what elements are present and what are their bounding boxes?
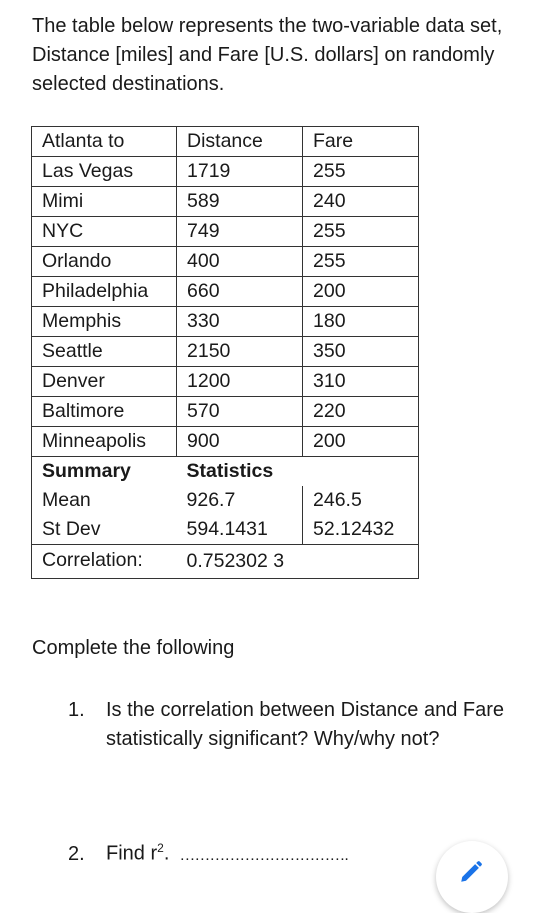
distance-cell: 330 <box>177 307 303 337</box>
distance-cell: 589 <box>177 187 303 217</box>
distance-cell: 1200 <box>177 367 303 397</box>
distance-cell: 749 <box>177 217 303 247</box>
question-number: 1. <box>68 699 85 721</box>
fare-cell: 240 <box>303 187 419 217</box>
correlation-row <box>32 545 419 579</box>
table-row <box>32 337 419 367</box>
header-distance: Distance <box>177 127 303 157</box>
question-period: . <box>163 842 170 865</box>
distance-cell: 900 <box>177 427 303 457</box>
correlation-label: Correlation: <box>32 545 177 579</box>
destination-cell: Memphis <box>32 307 177 337</box>
destination-cell: Baltimore <box>32 397 177 427</box>
superscript: 2 <box>157 841 164 855</box>
summary-label: Summary <box>32 457 177 487</box>
summary-row <box>32 457 419 487</box>
table-row <box>32 187 419 217</box>
header-destination: Atlanta to <box>32 127 177 157</box>
table-row <box>32 427 419 457</box>
destination-cell: Philadelphia <box>32 277 177 307</box>
question-text: Is the correlation between Distance and Fare statistically significant? Why/why not? <box>106 699 504 750</box>
distance-cell: 400 <box>177 247 303 277</box>
pencil-icon <box>458 859 484 885</box>
destination-cell: Denver <box>32 367 177 397</box>
destination-cell: Seattle <box>32 337 177 367</box>
destination-cell: Orlando <box>32 247 177 277</box>
fare-cell: 200 <box>303 277 419 307</box>
stdev-fare: 52.12432 <box>303 515 419 545</box>
table-header-row <box>32 127 419 157</box>
question-text: Find r <box>106 842 158 865</box>
table-row <box>32 277 419 307</box>
mean-label: Mean <box>32 486 177 515</box>
question-number: 2. <box>68 842 85 865</box>
complete-heading: Complete the following <box>32 637 235 659</box>
fare-cell: 180 <box>303 307 419 337</box>
table-row <box>32 397 419 427</box>
summary-empty-cell <box>303 457 419 487</box>
answer-blank: ……………………………. <box>179 846 348 864</box>
distance-cell: 570 <box>177 397 303 427</box>
correlation-empty-cell <box>303 545 419 579</box>
mean-row <box>32 486 419 515</box>
fare-cell: 310 <box>303 367 419 397</box>
fare-cell: 200 <box>303 427 419 457</box>
table-row <box>32 217 419 247</box>
destination-cell: NYC <box>32 217 177 247</box>
table-row <box>32 367 419 397</box>
stdev-label: St Dev <box>32 515 177 545</box>
table-row <box>32 247 419 277</box>
header-fare: Fare <box>303 127 419 157</box>
fare-cell: 220 <box>303 397 419 427</box>
destination-cell: Las Vegas <box>32 157 177 187</box>
fare-cell: 255 <box>303 217 419 247</box>
destination-cell: Minneapolis <box>32 427 177 457</box>
stdev-distance: 594.1431 <box>177 515 303 545</box>
intro-text: The table below represents the two-variable data set, Distance [miles] and Fare [U.S. dollars] on randomly selected destinations. <box>32 15 503 95</box>
distance-cell: 1719 <box>177 157 303 187</box>
mean-fare: 246.5 <box>303 486 419 515</box>
table-row <box>32 307 419 337</box>
destination-cell: Mimi <box>32 187 177 217</box>
statistics-label: Statistics <box>177 457 303 487</box>
fare-cell: 255 <box>303 247 419 277</box>
distance-cell: 2150 <box>177 337 303 367</box>
data-table <box>31 126 419 579</box>
question-2 <box>68 841 348 866</box>
stdev-row <box>32 515 419 545</box>
distance-cell: 660 <box>177 277 303 307</box>
fare-cell: 255 <box>303 157 419 187</box>
fare-cell: 350 <box>303 337 419 367</box>
edit-button[interactable] <box>436 841 508 913</box>
correlation-value: 0.752302 3 <box>177 545 303 579</box>
table-row <box>32 157 419 187</box>
mean-distance: 926.7 <box>177 486 303 515</box>
